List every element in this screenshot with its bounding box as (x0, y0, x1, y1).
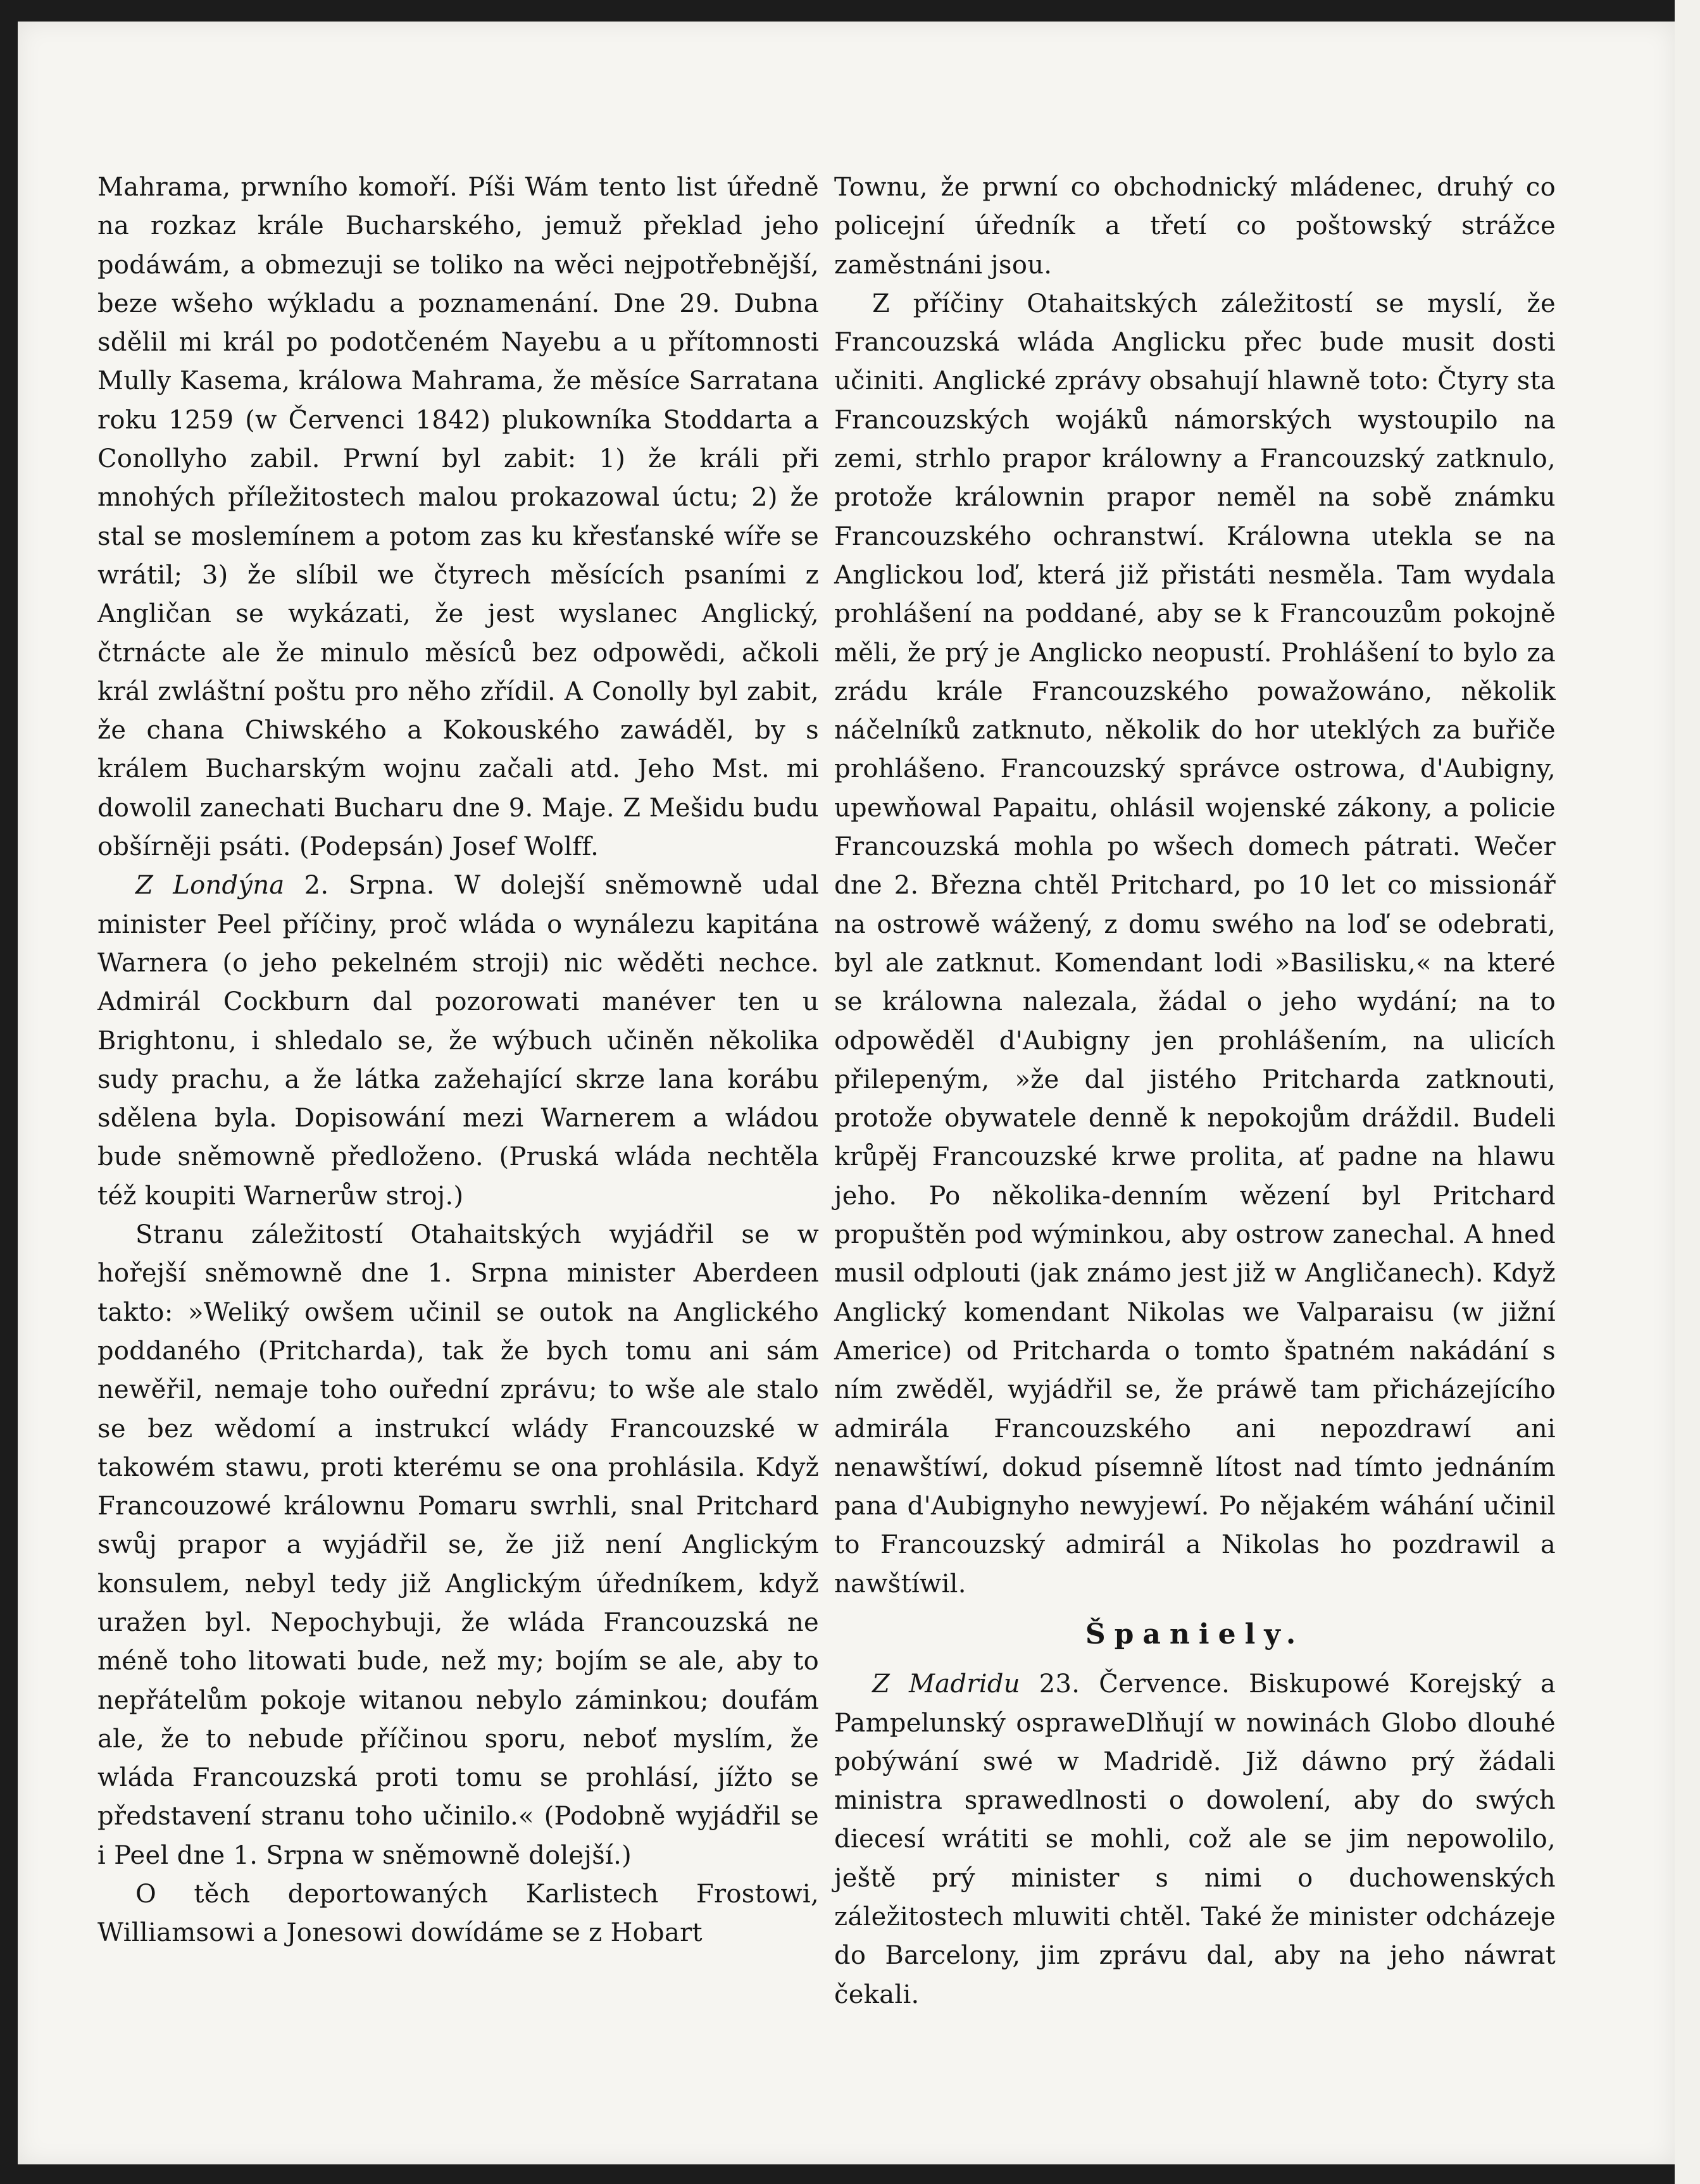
page-edge (1675, 0, 1700, 2184)
left-column (97, 168, 819, 1953)
article-paragraph-london (97, 866, 819, 1216)
article-paragraph: Z příčiny Otahaitských záležitostí se myslí, že Francouzská wláda Anglicku přec bude musit dosti učiniti. Anglické zprávy obsahují hlawně toto: Čtyry sta Francouzských wojáků námorských wystoupilo na zemi, strhlo prapor králowny a Francouzský zatknulo, protože králownin prapor neměl na sobě známku Francouzského ochranstwí. Králowna utekla se na Anglickou loď, která již přistáti nesměla. Tam wydala prohlášení na poddané, aby se k Francouzům pokojně měli, že prý je Anglicko neopustí. Prohlášení to bylo za zrádu krále Francouzského powažowáno, několik náčelníků zatknuto, několik do hor uteklých za buřiče prohlášeno. Francouzský správce ostrowa, d'Aubigny, upewňowal Papaitu, ohlásil wojenské zákony, a policie Francouzská mohla po wšech domech pátrati. Wečer dne 2. Března chtěl Pritchard, po 10 let co missionář na ostrowě wážený, z domu swého na loď se odebrati, byl ale zatknut. Komendant lodi »Basilisku,« na které se králowna nalezala, žádal o jeho wydání; na to odpowěděl d'Aubigny jen prohlášením, na ulicích přilepeným, »že dal jistého Pritcharda zatknouti, protože obywatele denně k nepokojům dráždil. Budeli krůpěj Francouzské krwe prolita, ať padne na hlawu jeho. Po několika-denním wězení byl Pritchard propuštěn pod wýminkou, aby ostrow zanechal. A hned musil odplouti (jak známo jest již w Angličanech). Když Anglický komendant Nikolas we Valparaisu (w jižní Americe) od Pritcharda o tomto špatném nakádání s ním zwěděl, wyjádřil se, že práwě tam přicházejícího admirála Francouzského ani nepozdrawí ani nenawštíwí, dokud písemně lítost nad tímto jednáním pana d'Aubignyho newyjewí. Po nějakém wáhání učinil to Francouzský admirál a Nikolas ho pozdrawil a nawštíwil. (834, 289, 1556, 1599)
newspaper-page (18, 22, 1675, 2164)
article-text: 23. Července. Biskupowé Korejský a Pampelunský ospraweDlňují w nowinách Globo dlouhé pobýwání swé w Madridě. Již dáwno prý žádali ministra sprawedlnosti o dowolení, aby do swých diecesí wrátiti se mohli, což ale se jim nepowolilo, ještě prý minister s nimi o duchowenských záležitostech mluwiti chtěl. Také že minister odcházeje do Barcelony, jim zprávu dal, aby na jeho náwrat čekali. (834, 1669, 1556, 2009)
right-column (834, 168, 1556, 2014)
dateline-place: Z Londýna (135, 871, 285, 901)
article-text: 2. Srpna. W dolejší sněmowně udal minister Peel příčiny, proč wláda o wynálezu kapitána Warnera (o jeho pekelném stroji) nic wěděti nechce. Admirál Cockburn dal pozorowati manéver ten u Brightonu, i shledalo se, že wýbuch učiněn několika sudy prachu, a že látka zažehající skrze lana korábu sdělena byla. Dopisowání mezi Warnerem a wládou bude sněmowně předloženo. (Pruská wláda nechtěla též koupiti Warnerůw stroj.) (97, 871, 819, 1211)
section-heading: Španiely. (1085, 1618, 1305, 1650)
article-paragraph: O těch deportowaných Karlistech Frostowi, Williamsowi a Jonesowi dowídáme se z Hobart (97, 1880, 819, 1948)
dateline-place: Z Madridu (872, 1669, 1020, 1699)
article-paragraph: Mahrama, prwního komoří. Píši Wám tento list úředně na rozkaz krále Bucharského, jemuž překlad jeho podáwám, a obmezuji se toliko na wěci nejpotřebnější, beze wšeho wýkladu a poznamenání. Dne 29. Dubna sdělil mi král po podotčeném Nayebu a u přítomnosti Mully Kasema, králowa Mahrama, že měsíce Sarratana roku 1259 (w Červenci 1842) plukowníka Stoddarta a Conollyho zabil. Prwní byl zabit: 1) že králi při mnohých příležitostech malou prokazowal úctu; 2) že stal se moslemínem a potom zas ku křesťanské wíře se wrátil; 3) že slíbil we čtyrech měsících psaními z Angličan se wykázati, že jest wyslanec Anglický, čtrnácte ale že minulo měsíců bez odpowědi, ačkoli král zwláštní poštu pro něho zřídil. A Conolly byl zabit, že chana Chiwského a Kokouského zawáděl, by s králem Bucharským wojnu začali atd. Jeho Mst. mi dowolil zanechati Bucharu dne 9. Maje. Z Mešidu budu obšírněji psáti. (Podepsán) Josef Wolff. (97, 173, 819, 862)
article-paragraph: Townu, že prwní co obchodnický mládenec, druhý co policejní úředník a třetí co poštowský strážce zaměstnáni jsou. (834, 173, 1556, 280)
article-paragraph: Stranu záležitostí Otahaitských wyjádřil se w hořejší sněmowně dne 1. Srpna minister Aberdeen takto: »Weliký owšem učinil se outok na Anglického poddaného (Pritcharda), tak že bych tomu ani sám newěřil, nemaje toho ouřední zprávu; to wše ale stalo se bez wědomí a instrukcí wlády Francouzské w takowém stawu, proti kterému se ona prohlásila. Když Francouzowé králownu Pomaru swrhli, snal Pritchard swůj prapor a wyjádřil se, že již není Anglickým konsulem, nebyl tedy již Anglickým úředníkem, když uražen byl. Nepochybuji, že wláda Francouzská ne méně toho litowati bude, než my; bojím se ale, aby to nepřátelům pokoje witanou nebylo záminkou; doufám ale, že to nebude příčinou sporu, neboť myslím, že wláda Francouzská proti tomu se prohlásí, jížto se představení stranu toho učinilo.« (Podobně wyjádřil se i Peel dne 1. Srpna w sněmowně dolejší.) (97, 1220, 819, 1870)
article-paragraph-madrid (834, 1665, 1556, 2014)
